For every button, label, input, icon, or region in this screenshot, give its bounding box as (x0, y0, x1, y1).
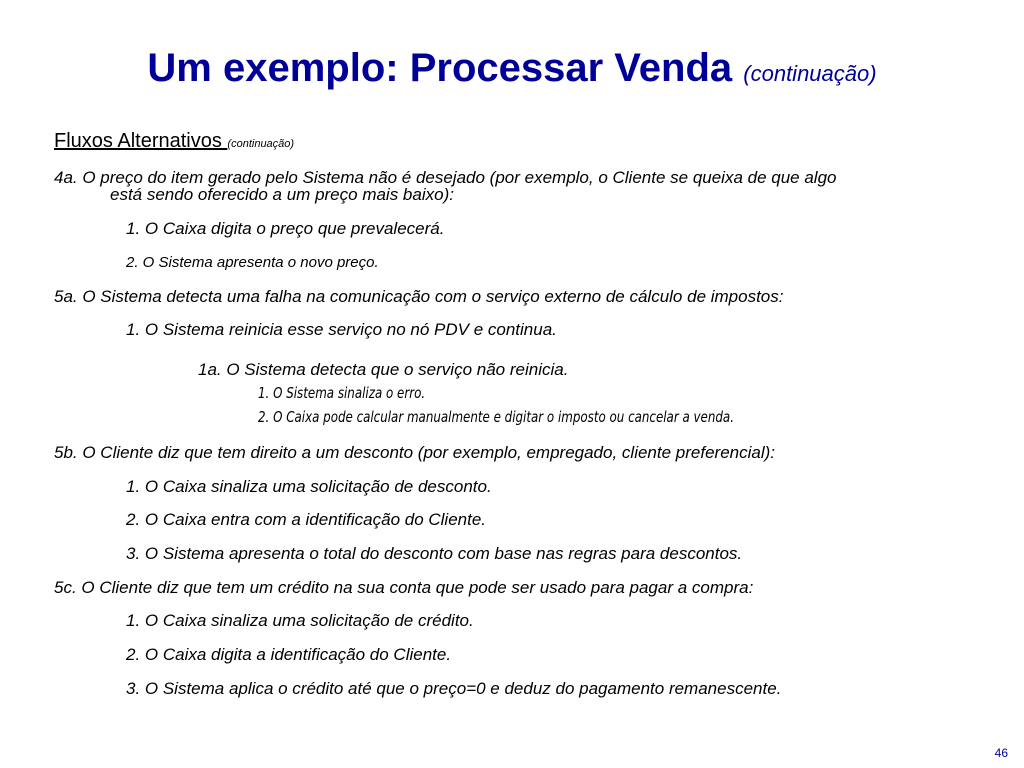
section-heading-sub: (continuação) (227, 138, 295, 150)
flow-5c-step-2: 2. O Caixa digita a identificação do Cliente. (126, 645, 452, 664)
flow-5c-step-3: 3. O Sistema aplica o crédito até que o preço=0 e deduz do pagamento remanescente. (126, 679, 782, 698)
section-heading (54, 128, 294, 157)
flow-5a-step-1a: 1a. O Sistema detecta que o serviço não reinicia. (198, 360, 569, 379)
slide-title (0, 44, 1024, 98)
flow-5b-step-2: 2. O Caixa entra com a identificação do Cliente. (126, 510, 487, 529)
flow-5c-step-1: 1. O Caixa sinaliza uma solicitação de crédito. (126, 611, 474, 630)
flow-5a-step-1: 1. O Sistema reinicia esse serviço no nó PDV e continua. (126, 320, 557, 339)
flow-5a: 5a. O Sistema detecta uma falha na comunicação com o serviço externo de cálculo de impostos: (54, 287, 784, 306)
flow-5a-step-1a-1: 1. O Sistema sinaliza o erro. (258, 384, 426, 402)
slide-title-main: Um exemplo: Processar Venda (147, 46, 733, 90)
flow-5a-step-1a-2: 2. O Caixa pode calcular manualmente e digitar o imposto ou cancelar a venda. (258, 408, 734, 426)
flow-4a: 4a. O preço do item gerado pelo Sistema não é desejado (por exemplo, o Cliente se queixa de que algo (54, 168, 837, 187)
flow-4a-step-1: 1. O Caixa digita o preço que prevalecerá. (126, 219, 445, 238)
flow-4a-step-2: 2. O Sistema apresenta o novo preço. (126, 254, 379, 271)
flow-4a-continuation: está sendo oferecido a um preço mais baixo): (110, 185, 454, 204)
flow-5b-step-1: 1. O Caixa sinaliza uma solicitação de desconto. (126, 477, 492, 496)
flow-5b-step-3: 3. O Sistema apresenta o total do desconto com base nas regras para descontos. (126, 544, 743, 563)
slide-title-sub: (continuação) (743, 61, 877, 86)
flow-5c: 5c. O Cliente diz que tem um crédito na sua conta que pode ser usado para pagar a compra: (54, 578, 754, 597)
section-heading-main: Fluxos Alternativos (54, 130, 228, 152)
page-number: 46 (994, 746, 1008, 760)
flow-5b: 5b. O Cliente diz que tem direito a um desconto (por exemplo, empregado, cliente preferencial): (54, 443, 775, 462)
